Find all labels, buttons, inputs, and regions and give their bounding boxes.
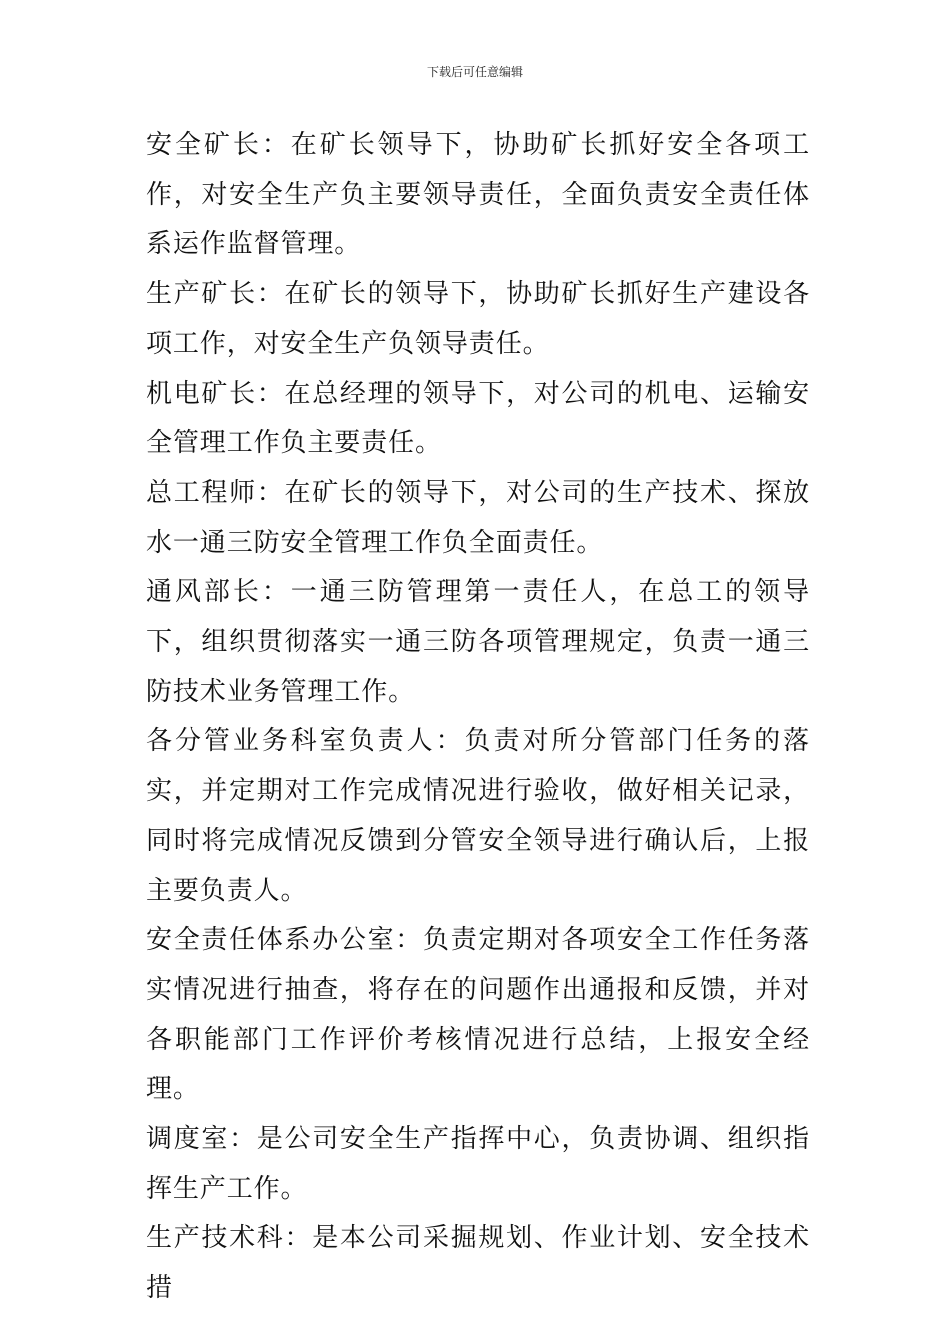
paragraph-safety-director: 安全矿长：在矿长领导下，协助矿长抓好安全各项工作，对安全生产负主要领导责任，全面负责安全责任体系运作监督管理。	[146, 130, 810, 260]
paragraph-electromechanical-director: 机电矿长：在总经理的领导下，对公司的机电、运输安全管理工作负主要责任。	[146, 378, 810, 459]
document-body	[146, 121, 810, 1314]
page-header: 下载后可任意编辑	[426, 65, 523, 79]
paragraph-production-tech: 生产技术科：是本公司采掘规划、作业计划、安全技术措	[146, 1223, 810, 1304]
paragraph-ventilation-head: 通风部长：一通三防管理第一责任人，在总工的领导下，组织贯彻落实一通三防各项管理规定，负责一通三防技术业务管理工作。	[146, 577, 810, 707]
paragraph-chief-engineer: 总工程师：在矿长的领导下，对公司的生产技术、探放水一通三防安全管理工作负全面责任。	[146, 477, 810, 558]
paragraph-production-director: 生产矿长：在矿长的领导下，协助矿长抓好生产建设各项工作，对安全生产负领导责任。	[146, 279, 810, 359]
paragraph-safety-office: 安全责任体系办公室：负责定期对各项安全工作任务落实情况进行抽查，将存在的问题作出通报和反馈，并对各职能部门工作评价考核情况进行总结，上报安全经理。	[146, 925, 810, 1105]
paragraph-department-heads: 各分管业务科室负责人：负责对所分管部门任务的落实，并定期对工作完成情况进行验收，做好相关记录，同时将完成情况反馈到分管安全领导进行确认后，上报主要负责人。	[146, 726, 810, 906]
paragraph-dispatch-room: 调度室：是公司安全生产指挥中心，负责协调、组织指挥生产工作。	[146, 1124, 810, 1204]
